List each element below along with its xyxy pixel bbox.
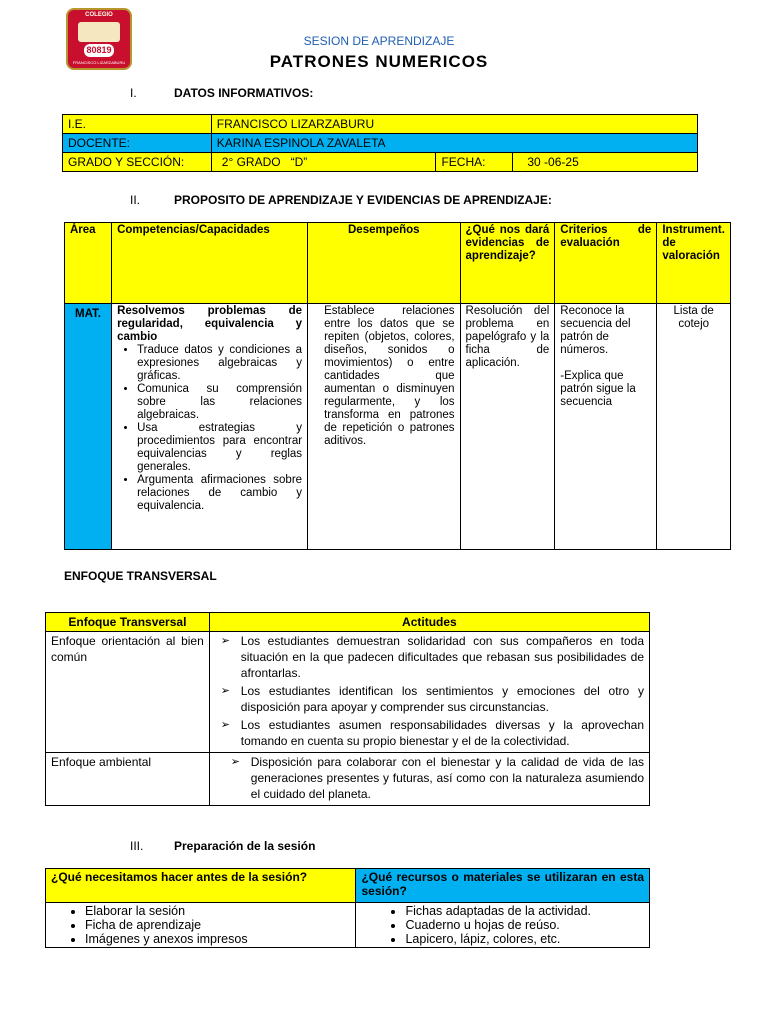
grado-label: GRADO Y SECCIÓN: [63,153,212,172]
antes-list [51,904,350,946]
list-item: • Traduce datos y condiciones a expresiones algebraicas y gráficas. [137,344,302,383]
logo-bottom-text: FRANCISCO LIZARZABURU [72,60,126,65]
enfoque-table [45,612,650,806]
section-1-heading [130,86,530,100]
instrumento-text: Lista de cotejo [657,304,731,550]
fecha-value: 30 -06-25 [513,153,698,172]
section-1-title: DATOS INFORMATIVOS: [174,86,314,100]
enfoque-col-header: Enfoque Transversal [46,613,210,632]
section-3-title: Preparación de la sesión [174,839,316,853]
fecha-label: FECHA: [436,153,513,172]
logo-top-text: COLEGIO [85,12,113,18]
list-item: • Ficha de aprendizaje [85,918,350,932]
header-evidencias: ¿Qué nos dará evidencias de aprendizaje? [460,223,555,304]
enfoque-bien-comun: Enfoque orientación al bien común [46,632,210,753]
page-title: PATRONES NUMERICOS [269,52,489,71]
list-item: ➢ Disposición para colaborar con el bienestar y la calidad de vida de las generaciones presentes y futuras, así como con la naturaleza asumiendo el cuidado del planeta. [251,754,644,802]
enfoque-heading: ENFOQUE TRANSVERSAL [64,569,217,583]
docente-label: DOCENTE: [63,134,212,153]
list-item: • Fichas adaptadas de la actividad. [405,904,644,918]
header-instrumento: Instrument. de valoración [657,223,731,304]
list-item: • Elaborar la sesión [85,904,350,918]
capacidades-list [117,344,302,513]
competencia-title: Resolvemos problemas de regularidad, equivalencia y cambio [117,305,303,343]
ie-value: FRANCISCO LIZARZABURU [211,115,697,134]
criterio-1: Reconoce la secuencia del patrón de números. [560,305,631,356]
criterio-2: -Explica que patrón sigue la secuencia [560,370,636,408]
ie-label: I.E. [63,115,212,134]
prep-col-antes: ¿Qué necesitamos hacer antes de la sesión? [46,869,356,903]
evidencia-text: Resolución del problema en papelógrafo y la ficha de aplicación. [460,304,555,550]
section-2-title: PROPOSITO DE APRENDIZAJE Y EVIDENCIAS DE APRENDIZAJE: [174,193,552,207]
enfoque-ambiental: Enfoque ambiental [46,753,210,806]
list-item: ➢ Los estudiantes asumen responsabilidades diversas y la aprovechan tomando en cuenta su propio bienestar y el de la colectividad. [241,717,644,749]
prep-col-materiales: ¿Qué recursos o materiales se utilizaran en esta sesión? [356,869,650,903]
header-competencias: Competencias/Capacidades [112,223,308,304]
area-mat: MAT. [65,304,112,550]
list-item: ➢ Los estudiantes identifican los sentimientos y emociones del otro y disposición para apoyar y comprender sus circunstancias. [241,683,644,715]
list-item: • Cuaderno u hojas de reúso. [405,918,644,932]
page-subtitle: SESION DE APRENDIZAJE [303,34,455,48]
list-item: • Imágenes y anexos impresos [85,932,350,946]
list-item: • Argumenta afirmaciones sobre relaciones de cambio y equivalencia. [137,474,302,513]
list-item: • Usa estrategias y procedimientos para encontrar equivalencias y reglas generales. [137,422,302,474]
section-1-number: I. [130,86,137,100]
actitudes-list-1 [215,633,644,749]
actitudes-col-header: Actitudes [209,613,649,632]
docente-value: KARINA ESPINOLA ZAVALETA [211,134,697,153]
section-3-number: III. [130,839,144,853]
list-item: • Lapicero, lápiz, colores, etc. [405,932,644,946]
grado-value: 2° GRADO “D” [211,153,436,172]
section-3-heading [130,839,530,853]
logo-number: 80819 [84,44,114,57]
desempeno-text: Establece relaciones entre los datos que se repiten (objetos, colores, diseños, sonidos o movimientos) o entre cantidades que aumentan o disminuyen regularmente, y los transforma en patrones de repetición o patrones aditivos. [308,304,460,550]
list-item: ➢ Los estudiantes demuestran solidaridad con sus compañeros en toda situación en la que padecen dificultades que rebasan sus posibilidades de afrontarlas. [241,633,644,681]
datos-table [62,114,698,172]
section-2-number: II. [130,193,141,207]
actitudes-list-2 [215,754,644,802]
list-item: • Comunica su comprensión sobre las relaciones algebraicas. [137,383,302,422]
materiales-list [361,904,644,946]
header-desempenos: Desempeños [308,223,460,304]
proposito-table [64,222,731,550]
header-criterios: Criterios de evaluación [555,223,657,304]
preparacion-table [45,868,650,948]
section-2-heading [130,193,690,207]
header-area: Área [65,223,112,304]
